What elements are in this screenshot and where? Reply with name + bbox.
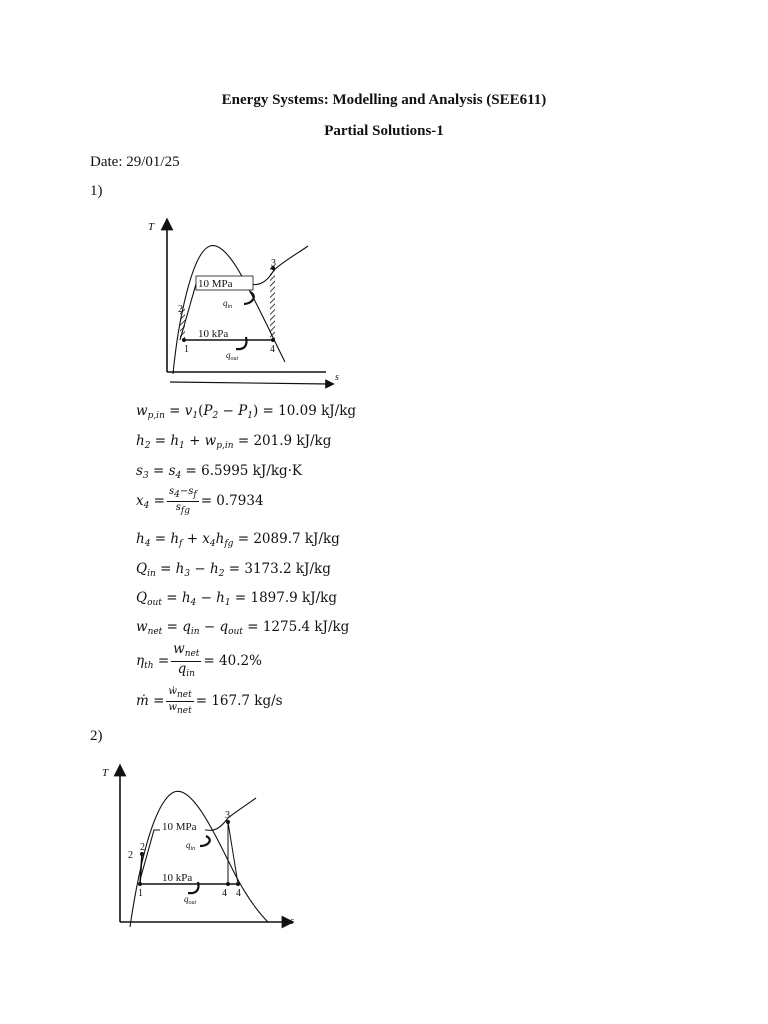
- question-1-number: 1): [90, 183, 103, 199]
- document-title: Energy Systems: Modelling and Analysis (SEE611): [221, 92, 547, 108]
- q-out-label-2: $q_{out}$: [184, 894, 197, 906]
- q-in-label-1: $q_{in}$: [223, 298, 233, 310]
- state-4-point-2: [236, 882, 240, 886]
- high-pressure-label-2: 10 MPa: [162, 821, 197, 833]
- ts-diagram-2: [98, 762, 308, 932]
- state-2s-label-2: 2: [140, 842, 145, 853]
- state-4-label-2: 4: [236, 888, 241, 899]
- state-4-point: [271, 338, 275, 342]
- ts-diagram-1: [140, 212, 350, 390]
- q-in-arrow-2: [200, 836, 210, 846]
- state-1-point-2: [138, 882, 142, 886]
- question-2-number: 2): [90, 728, 103, 744]
- state-2-label: 2: [178, 304, 183, 315]
- q-in-label-2: $q_{in}$: [186, 840, 196, 852]
- s-axis-arrow-1: [170, 382, 330, 384]
- isobar-high-2: [140, 798, 256, 880]
- equation-wnet: $w_{net} = q_{in} - q_{out} = 1275.4$ kJ/kg: [136, 619, 350, 637]
- low-pressure-label-1: 10 kPa: [198, 328, 229, 340]
- s-axis-label-2: s: [290, 916, 294, 927]
- state-2-label-2: 2: [128, 850, 133, 861]
- state-1-label-2: 1: [138, 888, 143, 899]
- equation-s3: $s_3 = s_4 = 6.5995$ kJ/kg·K: [136, 463, 303, 481]
- high-pressure-label-1: 10 MPa: [198, 278, 233, 290]
- equation-efficiency: $\eta_{th}$ = $\frac{w_{net}}{q_{in}}$ = 40.2%: [136, 641, 262, 679]
- pump-line-2: [140, 854, 142, 884]
- state-3-label: 3: [271, 258, 276, 269]
- t-axis-label-1: T: [148, 221, 155, 233]
- equation-qin: $Q_{in} = h_3 - h_2 = 3173.2$ kJ/kg: [136, 561, 331, 579]
- actual-turbine-2: [228, 822, 238, 884]
- turbine-hatch-1: [270, 268, 275, 340]
- state-3-label-2: 3: [225, 810, 230, 821]
- state-4s-point-2: [226, 882, 230, 886]
- date-line: Date: 29/01/25: [90, 154, 180, 170]
- equation-qout: $Q_{out} = h_4 - h_1 = 1897.9$ kJ/kg: [136, 590, 337, 608]
- equation-pump-work: $w_{p,in} = v_1(P_2 - P_1) = 10.09$ kJ/kg: [136, 403, 357, 421]
- equation-mass-flow: ṁ = $\frac{ẇ_{net}}{w_{net}}$ = 167.7 kg/s: [136, 686, 283, 716]
- state-1-label: 1: [184, 344, 189, 355]
- equation-x4: $x_4$ = $\frac{s_4-s_f}{s_{fg}}$ = 0.7934: [136, 486, 264, 516]
- low-pressure-label-2: 10 kPa: [162, 872, 193, 884]
- isobar-high-1: [180, 246, 308, 340]
- state-1-point: [182, 338, 186, 342]
- equation-h2: $h_2 = h_1 + w_{p,in} = 201.9$ kJ/kg: [136, 433, 332, 451]
- s-axis-label-1: s: [335, 372, 339, 383]
- q-out-arrow-1: [236, 337, 247, 349]
- q-in-arrow-1: [244, 292, 254, 304]
- equation-h4: $h_4 = h_f + x_4h_{fg} = 2089.7$ kJ/kg: [136, 531, 340, 549]
- saturation-dome-2: [130, 791, 268, 927]
- state-4s-label-2: 4: [222, 888, 227, 899]
- state-4-label: 4: [270, 344, 275, 355]
- t-axis-label-2: T: [102, 767, 109, 779]
- document-subtitle: Partial Solutions-1: [324, 123, 444, 139]
- q-out-label-1: $q_{out}$: [226, 350, 239, 362]
